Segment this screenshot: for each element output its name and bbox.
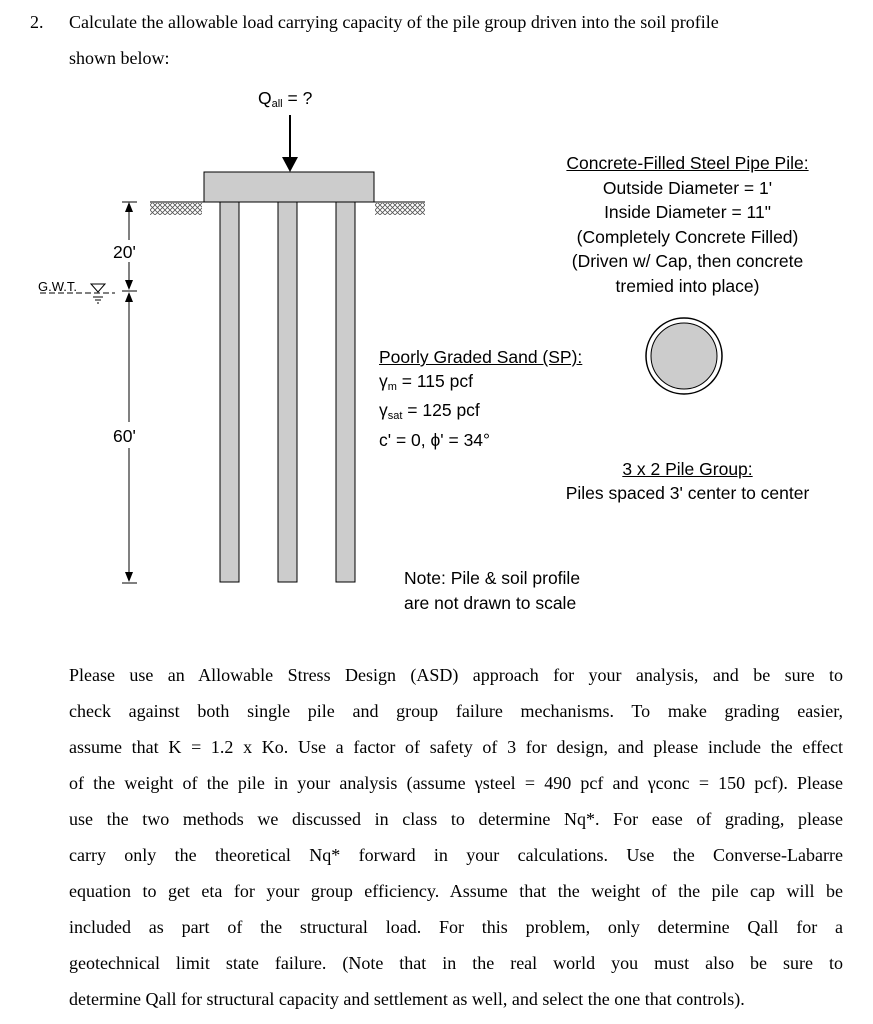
dim-arrow-gwt-up (125, 292, 133, 302)
note-line1: Note: Pile & soil profile (404, 568, 581, 588)
instruction-line: determine Qall for structural capacity and settlement as well, and select the one that controls). (69, 989, 745, 1009)
instruction-line: equation to get eta for your group efficiency. Assume that the weight of the pile cap will be (69, 881, 843, 901)
pile-spec-line: tremied into place) (615, 275, 760, 296)
question-text-line2: shown below: (69, 48, 170, 68)
instruction-line: included as part of the structural load. For this problem, only determine Qall for a (69, 917, 843, 937)
pile-spec-block (530, 151, 845, 298)
pile-spec-line: (Driven w/ Cap, then concrete (571, 251, 804, 271)
note-block (404, 566, 580, 615)
pile-cap (204, 172, 374, 202)
soil-hatch-left (150, 203, 202, 215)
group-block (530, 457, 845, 505)
instruction-line: geotechnical limit state failure. (Note that in the real world you must also be sure to (69, 953, 843, 973)
soil-strength: c' = 0, ϕ' = 34° (379, 429, 491, 450)
pile-section-inner (651, 323, 717, 389)
instruction-line: check against both single pile and group failure mechanisms. To make grading easier, (69, 701, 843, 721)
depth-label-20: 20' (113, 242, 136, 262)
dim-arrow-top (125, 202, 133, 212)
instruction-line: of the weight of the pile in your analysis (assume γsteel = 490 pcf and γconc = 150 pcf). Please (69, 773, 843, 793)
gwt-symbol (91, 284, 105, 292)
question-number: 2. (30, 12, 44, 32)
pile-spec-line: (Completely Concrete Filled) (576, 226, 799, 247)
dim-arrow-gwt-down (125, 280, 133, 290)
dim-arrow-bottom (125, 572, 133, 582)
load-arrowhead (282, 157, 298, 172)
depth-label-60: 60' (113, 426, 136, 446)
pile-spec-line: Inside Diameter = 11" (604, 202, 771, 222)
group-spacing: Piles spaced 3' center to center (565, 483, 810, 503)
soil-hatch-right (375, 203, 425, 215)
soil-title: Poorly Graded Sand (SP): (379, 347, 583, 367)
load-label: $Q_{all}$ = ? (258, 88, 313, 110)
instruction-line: Please use an Allowable Stress Design (ASD) approach for your analysis, and be sure to (69, 665, 843, 685)
soil-unit-weight-sat: $\gamma_{sat} = 125$ pcf (379, 400, 480, 422)
instruction-line: use the two methods we discussed in class to determine Nq*. For ease of grading, please (69, 809, 843, 829)
gwt-label: G.W.T. (38, 279, 77, 294)
soil-unit-weight-moist: $\gamma_m = 115$ pcf (379, 370, 473, 393)
instruction-line: carry only the theoretical Nq* forward in your calculations. Use the Converse-Labarre (69, 845, 843, 865)
instructions-paragraph (69, 657, 843, 1017)
note-line2: are not drawn to scale (404, 592, 577, 613)
pile-spec-title: Concrete-Filled Steel Pipe Pile: (566, 153, 809, 173)
soil-block (379, 346, 582, 452)
pile-right (336, 202, 355, 582)
pile-left (220, 202, 239, 582)
instruction-line: assume that K = 1.2 x Ko. Use a factor of safety of 3 for design, and please include the effect (69, 737, 843, 757)
question-text-line1: Calculate the allowable load carrying capacity of the pile group driven into the soil profile (69, 12, 719, 32)
pile-spec-line: Outside Diameter = 1' (602, 177, 773, 198)
group-title: 3 x 2 Pile Group: (622, 459, 753, 479)
pile-middle (278, 202, 297, 582)
